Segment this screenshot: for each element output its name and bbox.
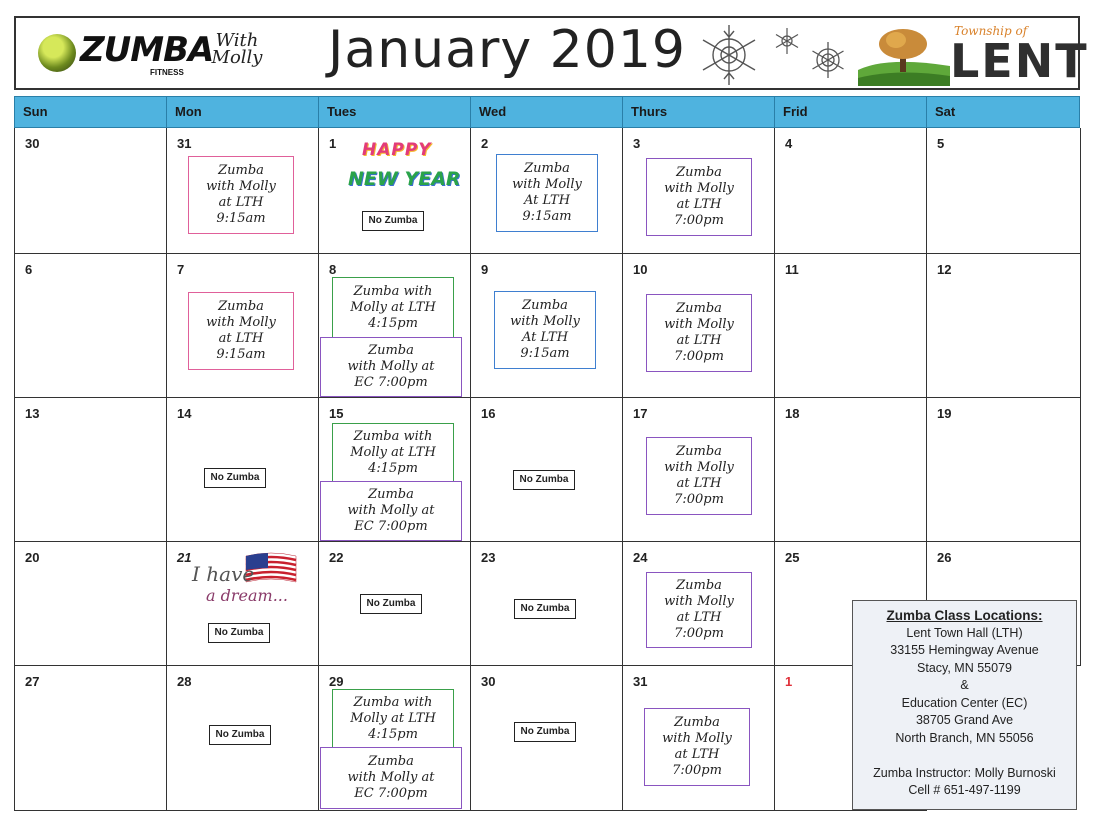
- class-box-tue-lth: Zumba with Molly at LTH 4:15pm: [332, 423, 454, 483]
- snowflake-icon: [696, 22, 762, 88]
- class-box-thu: Zumba with Molly at LTH 7:00pm: [646, 158, 752, 236]
- no-zumba-label: No Zumba: [208, 623, 270, 643]
- zumba-logo: [38, 28, 214, 80]
- day-cell: [775, 254, 927, 398]
- class-box-mon: Zumba with Molly at LTH 9:15am: [188, 156, 294, 234]
- header-banner: [14, 16, 1089, 90]
- day-number: 29: [329, 674, 344, 689]
- town-name: LENT: [950, 34, 1089, 88]
- day-number: 10: [633, 262, 648, 277]
- day-cell: [927, 128, 1081, 254]
- day-number: 1: [329, 136, 337, 151]
- a-dream-text: a dream...: [206, 586, 288, 605]
- new-year-text: NEW YEAR: [348, 168, 461, 190]
- class-box-tue-ec: Zumba with Molly at EC 7:00pm: [320, 481, 462, 541]
- day-number: 7: [177, 262, 185, 277]
- day-number: 30: [25, 136, 40, 151]
- day-cell: [15, 254, 167, 398]
- day-number: 27: [25, 674, 40, 689]
- snowflake-icon: [808, 40, 848, 80]
- page-title: January 2019: [328, 20, 686, 80]
- class-box-mon: Zumba with Molly at LTH 9:15am: [188, 292, 294, 370]
- day-cell: [15, 398, 167, 542]
- day-cell: [15, 128, 167, 254]
- day-number: 2: [481, 136, 489, 151]
- class-box-tue-ec: Zumba with Molly at EC 7:00pm: [320, 747, 462, 809]
- day-number: 31: [633, 674, 648, 689]
- no-zumba-label: No Zumba: [514, 722, 576, 742]
- no-zumba-label: No Zumba: [514, 599, 576, 619]
- class-box-thu: Zumba with Molly at LTH 7:00pm: [644, 708, 750, 786]
- class-box-thu: Zumba with Molly at LTH 7:00pm: [646, 294, 752, 372]
- zumba-brand: ZUMBA: [80, 30, 214, 70]
- day-cell: [927, 254, 1081, 398]
- happy-new-year-art: [348, 140, 461, 202]
- zumba-brand-sub: FITNESS: [150, 68, 184, 77]
- day-number: 6: [25, 262, 33, 277]
- location-line: 33155 Hemingway Avenue: [890, 643, 1039, 657]
- weekday-mon: Mon: [167, 97, 319, 127]
- day-number: 26: [937, 550, 952, 565]
- class-box-tue-lth: Zumba with Molly at LTH 4:15pm: [332, 689, 454, 749]
- class-box-tue-lth: Zumba with Molly at LTH 4:15pm: [332, 277, 454, 339]
- day-number: 8: [329, 262, 337, 277]
- day-number: 28: [177, 674, 192, 689]
- i-have-text: I have: [192, 562, 255, 586]
- location-line: Stacy, MN 55079: [917, 660, 1012, 675]
- class-box-wed: Zumba with Molly At LTH 9:15am: [496, 154, 598, 232]
- day-cell: [775, 398, 927, 542]
- no-zumba-label: No Zumba: [513, 470, 575, 490]
- no-zumba-label: No Zumba: [360, 594, 422, 614]
- class-locations-box: [852, 600, 1077, 810]
- weekday-tue: Tues: [319, 97, 471, 127]
- day-number: 20: [25, 550, 40, 565]
- phone-line: Cell # 651-497-1199: [908, 783, 1021, 797]
- no-zumba-label: No Zumba: [209, 725, 271, 745]
- class-box-tue-ec: Zumba with Molly at EC 7:00pm: [320, 337, 462, 397]
- day-number: 1: [785, 674, 793, 689]
- weekday-thu: Thurs: [623, 97, 775, 127]
- day-number: 31: [177, 136, 192, 151]
- class-box-wed: Zumba with Molly At LTH 9:15am: [494, 291, 596, 369]
- zumba-ball-icon: [38, 34, 76, 72]
- lent-township-logo: [858, 24, 1089, 88]
- day-number: 12: [937, 262, 952, 277]
- weekday-fri: Frid: [775, 97, 927, 127]
- day-number: 9: [481, 262, 489, 277]
- day-number: 11: [785, 262, 799, 277]
- day-number: 5: [937, 136, 945, 151]
- day-number: 13: [25, 406, 40, 421]
- instructor-line: Zumba Instructor: Molly Burnoski: [873, 765, 1056, 780]
- day-number: 21: [177, 550, 192, 565]
- day-number: 30: [481, 674, 496, 689]
- day-number: 24: [633, 550, 648, 565]
- location-spacer: [853, 747, 1076, 765]
- location-line: &: [960, 678, 969, 692]
- snowflake-icon: [772, 26, 802, 56]
- class-box-thu: Zumba with Molly at LTH 7:00pm: [646, 572, 752, 648]
- with-molly-label: With Molly: [211, 30, 263, 68]
- day-cell: [775, 128, 927, 254]
- day-cell: [15, 666, 167, 811]
- tree-icon: [858, 26, 950, 86]
- i-have-a-dream-art: [188, 548, 300, 614]
- day-number: 25: [785, 550, 800, 565]
- day-number: 18: [785, 406, 800, 421]
- day-number: 3: [633, 136, 641, 151]
- location-line: Education Center (EC): [901, 695, 1028, 710]
- day-number: 15: [329, 406, 344, 421]
- day-number: 14: [177, 406, 192, 421]
- location-line: North Branch, MN 55056: [895, 730, 1034, 745]
- day-number: 17: [633, 406, 648, 421]
- weekday-header: [14, 96, 1080, 128]
- day-number: 4: [785, 136, 793, 151]
- no-zumba-label: No Zumba: [362, 211, 424, 231]
- day-number: 23: [481, 550, 496, 565]
- day-cell: [15, 542, 167, 666]
- weekday-sun: Sun: [15, 97, 167, 127]
- day-number: 19: [937, 406, 952, 421]
- location-line: 38705 Grand Ave: [915, 713, 1014, 727]
- weekday-sat: Sat: [935, 104, 956, 119]
- day-number: 22: [329, 550, 344, 565]
- day-number: 16: [481, 406, 496, 421]
- weekday-wed: Wed: [471, 97, 623, 127]
- happy-text: HAPPY: [362, 140, 432, 160]
- no-zumba-label: No Zumba: [204, 468, 266, 488]
- class-box-thu: Zumba with Molly at LTH 7:00pm: [646, 437, 752, 515]
- day-cell: [927, 398, 1081, 542]
- township-label: Township of: [954, 24, 1028, 38]
- locations-heading: Zumba Class Locations:: [886, 608, 1043, 623]
- location-line: Lent Town Hall (LTH): [906, 625, 1023, 640]
